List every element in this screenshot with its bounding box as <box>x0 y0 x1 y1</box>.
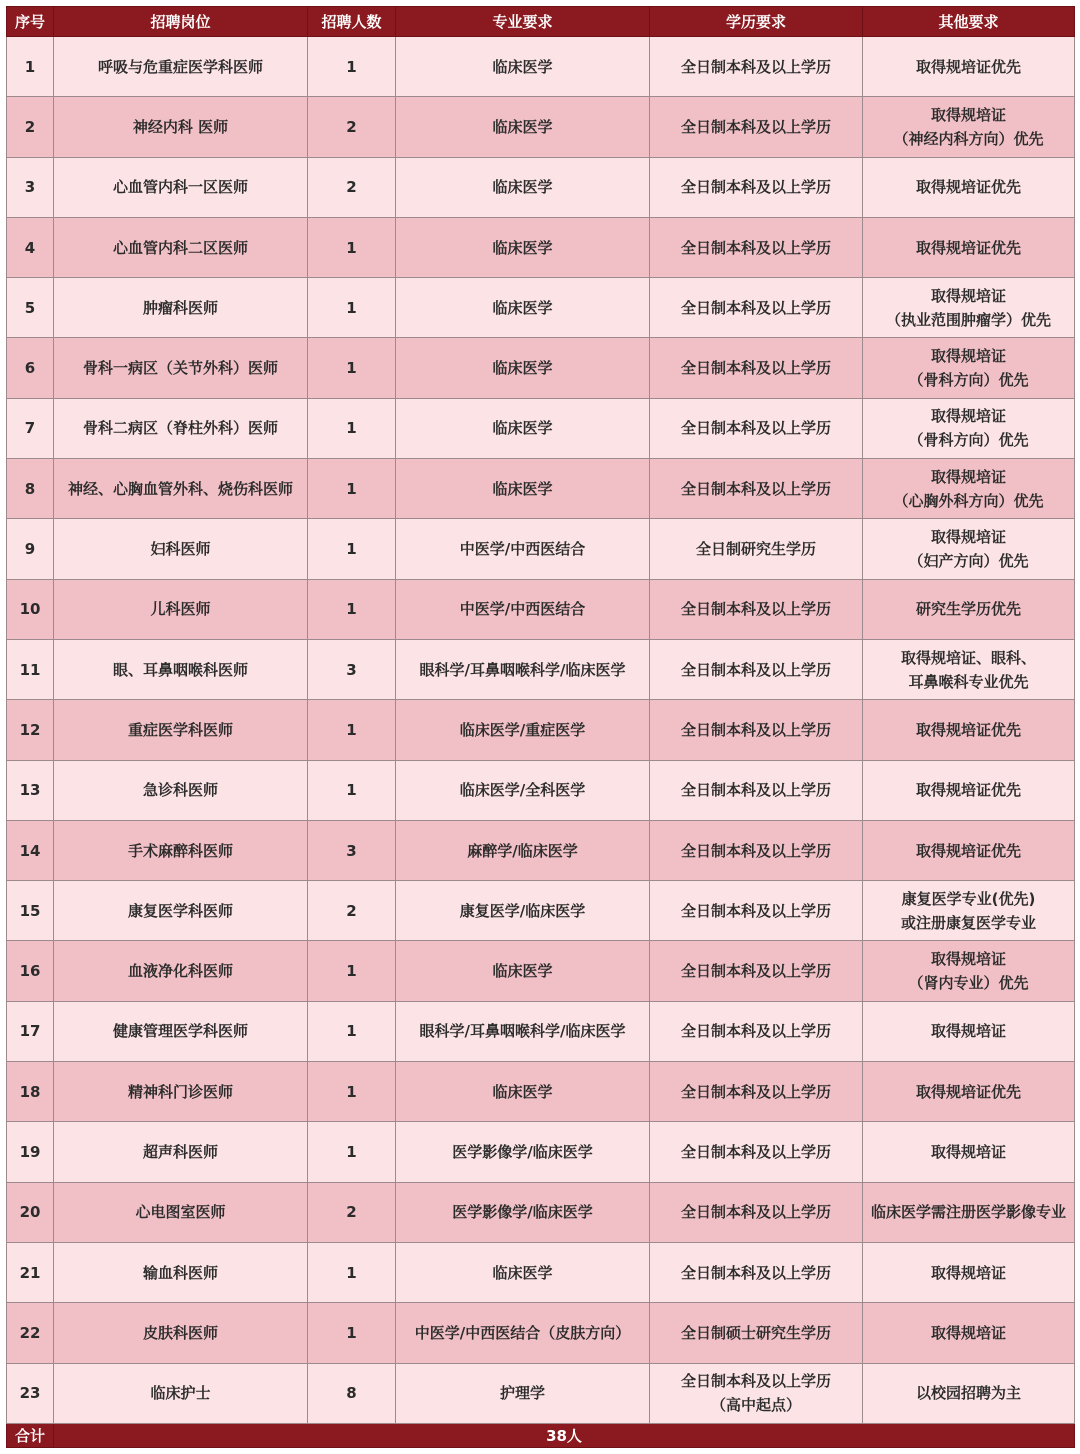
cell-education-line: 全日制本科及以上学历 <box>680 1082 831 1101</box>
cell-no: 18 <box>7 1062 54 1122</box>
cell-major: 医学影像学/临床医学 <box>396 1122 650 1182</box>
table-row <box>7 1062 1075 1122</box>
cell-education <box>650 820 863 880</box>
cell-count: 1 <box>308 700 396 760</box>
cell-post: 骨科一病区（关节外科）医师 <box>54 338 308 398</box>
table-row <box>7 398 1075 458</box>
cell-other <box>863 639 1075 699</box>
cell-count: 1 <box>308 941 396 1001</box>
cell-education-line: 全日制本科及以上学历 <box>680 178 831 197</box>
cell-education <box>650 1303 863 1363</box>
cell-post: 精神科门诊医师 <box>54 1062 308 1122</box>
cell-count: 1 <box>308 1242 396 1302</box>
cell-no: 20 <box>7 1182 54 1242</box>
cell-other-line: 耳鼻喉科专业优先 <box>908 672 1029 691</box>
cell-post: 心电图室医师 <box>54 1182 308 1242</box>
cell-education <box>650 97 863 157</box>
header-no: 序号 <box>7 7 54 37</box>
cell-other-line: 取得规培证 <box>930 950 1006 969</box>
cell-other-line: 研究生学历优先 <box>915 600 1021 619</box>
table-row <box>7 820 1075 880</box>
cell-major: 临床医学 <box>396 398 650 458</box>
cell-no: 21 <box>7 1242 54 1302</box>
table-row <box>7 700 1075 760</box>
cell-post: 康复医学科医师 <box>54 881 308 941</box>
cell-post: 输血科医师 <box>54 1242 308 1302</box>
cell-other-line: 取得规培证 <box>930 347 1006 366</box>
cell-education <box>650 459 863 519</box>
cell-education-line: 全日制本科及以上学历 <box>680 720 831 739</box>
cell-other-line: 取得规培证优先 <box>915 720 1021 739</box>
cell-education <box>650 278 863 338</box>
cell-no: 6 <box>7 338 54 398</box>
table-row <box>7 459 1075 519</box>
cell-no: 9 <box>7 519 54 579</box>
cell-other <box>863 37 1075 97</box>
cell-education-line: 全日制本科及以上学历 <box>680 1203 831 1222</box>
cell-education-line: 全日制本科及以上学历 <box>680 479 831 498</box>
cell-education-line: 全日制本科及以上学历 <box>680 298 831 317</box>
cell-education-line: 全日制本科及以上学历 <box>680 901 831 920</box>
cell-other <box>863 760 1075 820</box>
cell-no: 4 <box>7 217 54 277</box>
total-row <box>7 1423 1075 1447</box>
cell-count: 1 <box>308 760 396 820</box>
cell-count: 1 <box>308 398 396 458</box>
cell-count: 3 <box>308 639 396 699</box>
cell-education-line: 全日制本科及以上学历 <box>680 600 831 619</box>
cell-no: 16 <box>7 941 54 1001</box>
cell-other-line: 取得规培证 <box>930 467 1006 486</box>
cell-major: 临床医学 <box>396 278 650 338</box>
table-row <box>7 941 1075 1001</box>
cell-count: 1 <box>308 278 396 338</box>
cell-post: 皮肤科医师 <box>54 1303 308 1363</box>
total-label: 合计 <box>7 1423 54 1447</box>
cell-other-line: 取得规培证优先 <box>915 178 1021 197</box>
cell-post: 血液净化科医师 <box>54 941 308 1001</box>
cell-other-line: 取得规培证 <box>930 407 1006 426</box>
cell-post: 骨科二病区（脊柱外科）医师 <box>54 398 308 458</box>
table-row <box>7 1303 1075 1363</box>
cell-other <box>863 338 1075 398</box>
table-row <box>7 1182 1075 1242</box>
table-row <box>7 1001 1075 1061</box>
cell-other <box>863 217 1075 277</box>
table-row <box>7 881 1075 941</box>
cell-education <box>650 1001 863 1061</box>
cell-education-line: 全日制本科及以上学历 <box>680 1372 831 1391</box>
cell-major: 眼科学/耳鼻咽喉科学/临床医学 <box>396 639 650 699</box>
cell-other-line: 临床医学需注册医学影像专业 <box>870 1203 1066 1222</box>
cell-other-line: 取得规培证 <box>930 1323 1006 1342</box>
header-count: 招聘人数 <box>308 7 396 37</box>
table-row <box>7 217 1075 277</box>
cell-count: 3 <box>308 820 396 880</box>
cell-post: 临床护士 <box>54 1363 308 1423</box>
cell-education-line: 全日制本科及以上学历 <box>680 57 831 76</box>
cell-count: 1 <box>308 1062 396 1122</box>
cell-major: 临床医学/重症医学 <box>396 700 650 760</box>
cell-education <box>650 700 863 760</box>
cell-education <box>650 217 863 277</box>
cell-no: 8 <box>7 459 54 519</box>
total-value: 38人 <box>54 1423 1075 1447</box>
cell-post: 神经内科 医师 <box>54 97 308 157</box>
header-major: 专业要求 <box>396 7 650 37</box>
cell-no: 17 <box>7 1001 54 1061</box>
cell-education <box>650 1122 863 1182</box>
table-row <box>7 157 1075 217</box>
cell-no: 14 <box>7 820 54 880</box>
cell-post: 儿科医师 <box>54 579 308 639</box>
recruitment-table-container <box>6 6 1074 1448</box>
cell-education-line: （高中起点） <box>710 1396 801 1415</box>
cell-education-line: 全日制本科及以上学历 <box>680 660 831 679</box>
table-row <box>7 760 1075 820</box>
cell-education-line: 全日制研究生学历 <box>695 540 816 559</box>
cell-count: 8 <box>308 1363 396 1423</box>
cell-other-line: 取得规培证优先 <box>915 238 1021 257</box>
table-row <box>7 97 1075 157</box>
cell-major: 麻醉学/临床医学 <box>396 820 650 880</box>
cell-education-line: 全日制本科及以上学历 <box>680 841 831 860</box>
cell-count: 2 <box>308 881 396 941</box>
cell-count: 1 <box>308 459 396 519</box>
cell-post: 呼吸与危重症医学科医师 <box>54 37 308 97</box>
table-row <box>7 37 1075 97</box>
cell-other <box>863 820 1075 880</box>
table-row <box>7 338 1075 398</box>
cell-major: 临床医学 <box>396 338 650 398</box>
cell-other-line: 取得规培证优先 <box>915 1082 1021 1101</box>
cell-major: 临床医学/全科医学 <box>396 760 650 820</box>
cell-education <box>650 157 863 217</box>
cell-major: 中医学/中西医结合 <box>396 519 650 579</box>
cell-education-line: 全日制本科及以上学历 <box>680 1263 831 1282</box>
cell-education <box>650 1062 863 1122</box>
cell-education <box>650 941 863 1001</box>
cell-other <box>863 157 1075 217</box>
cell-other-line: （骨科方向）优先 <box>908 431 1029 450</box>
cell-no: 7 <box>7 398 54 458</box>
cell-other-line: （神经内科方向）优先 <box>893 129 1044 148</box>
cell-major: 临床医学 <box>396 941 650 1001</box>
cell-other-line: （骨科方向）优先 <box>908 371 1029 390</box>
cell-major: 眼科学/耳鼻咽喉科学/临床医学 <box>396 1001 650 1061</box>
cell-education <box>650 579 863 639</box>
cell-no: 13 <box>7 760 54 820</box>
cell-no: 15 <box>7 881 54 941</box>
table-row <box>7 1363 1075 1423</box>
cell-count: 2 <box>308 97 396 157</box>
cell-no: 1 <box>7 37 54 97</box>
cell-other-line: 或注册康复医学专业 <box>900 913 1036 932</box>
cell-education <box>650 398 863 458</box>
cell-post: 心血管内科二区医师 <box>54 217 308 277</box>
cell-other-line: 取得规培证 <box>930 105 1006 124</box>
cell-major: 康复医学/临床医学 <box>396 881 650 941</box>
cell-count: 1 <box>308 579 396 639</box>
cell-education <box>650 1182 863 1242</box>
cell-education <box>650 760 863 820</box>
cell-other-line: 取得规培证优先 <box>915 781 1021 800</box>
cell-other-line: 取得规培证 <box>930 286 1006 305</box>
cell-education <box>650 338 863 398</box>
cell-major: 中医学/中西医结合（皮肤方向） <box>396 1303 650 1363</box>
cell-major: 临床医学 <box>396 157 650 217</box>
cell-education-line: 全日制本科及以上学历 <box>680 1022 831 1041</box>
header-row <box>7 7 1075 37</box>
cell-education <box>650 37 863 97</box>
cell-major: 临床医学 <box>396 459 650 519</box>
cell-other-line: 康复医学专业(优先) <box>901 889 1036 908</box>
cell-count: 1 <box>308 338 396 398</box>
cell-no: 10 <box>7 579 54 639</box>
cell-major: 医学影像学/临床医学 <box>396 1182 650 1242</box>
cell-education-line: 全日制本科及以上学历 <box>680 962 831 981</box>
cell-major: 护理学 <box>396 1363 650 1423</box>
recruitment-table <box>6 6 1075 1448</box>
cell-other-line: （执业范围肿瘤学）优先 <box>885 310 1051 329</box>
cell-count: 2 <box>308 157 396 217</box>
cell-major: 临床医学 <box>396 217 650 277</box>
table-row <box>7 278 1075 338</box>
cell-no: 12 <box>7 700 54 760</box>
cell-post: 急诊科医师 <box>54 760 308 820</box>
cell-post: 神经、心胸血管外科、烧伤科医师 <box>54 459 308 519</box>
cell-education <box>650 639 863 699</box>
cell-other-line: 以校园招聘为主 <box>915 1384 1021 1403</box>
cell-other <box>863 459 1075 519</box>
table-header <box>7 7 1075 37</box>
cell-other-line: 取得规培证、眼科、 <box>900 648 1036 667</box>
cell-other-line: 取得规培证优先 <box>915 57 1021 76</box>
cell-other-line: 取得规培证 <box>930 1263 1006 1282</box>
cell-count: 1 <box>308 1122 396 1182</box>
table-footer <box>7 1423 1075 1447</box>
cell-other <box>863 278 1075 338</box>
cell-education <box>650 1363 863 1423</box>
cell-other <box>863 1182 1075 1242</box>
cell-other <box>863 97 1075 157</box>
table-row <box>7 1242 1075 1302</box>
cell-other-line: （妇产方向）优先 <box>908 552 1029 571</box>
cell-post: 心血管内科一区医师 <box>54 157 308 217</box>
cell-education-line: 全日制本科及以上学历 <box>680 419 831 438</box>
cell-post: 肿瘤科医师 <box>54 278 308 338</box>
cell-education <box>650 519 863 579</box>
cell-other <box>863 881 1075 941</box>
cell-major: 临床医学 <box>396 1242 650 1302</box>
table-row <box>7 1122 1075 1182</box>
cell-count: 2 <box>308 1182 396 1242</box>
cell-other <box>863 519 1075 579</box>
cell-no: 11 <box>7 639 54 699</box>
cell-major: 临床医学 <box>396 97 650 157</box>
cell-education-line: 全日制本科及以上学历 <box>680 238 831 257</box>
cell-other-line: 取得规培证 <box>930 1022 1006 1041</box>
table-row <box>7 519 1075 579</box>
cell-other <box>863 1242 1075 1302</box>
cell-no: 2 <box>7 97 54 157</box>
cell-count: 1 <box>308 1001 396 1061</box>
cell-count: 1 <box>308 519 396 579</box>
cell-other-line: 取得规培证 <box>930 528 1006 547</box>
cell-post: 健康管理医学科医师 <box>54 1001 308 1061</box>
cell-no: 3 <box>7 157 54 217</box>
cell-education-line: 全日制本科及以上学历 <box>680 359 831 378</box>
cell-major: 中医学/中西医结合 <box>396 579 650 639</box>
cell-other <box>863 941 1075 1001</box>
cell-education-line: 全日制本科及以上学历 <box>680 117 831 136</box>
cell-major: 临床医学 <box>396 1062 650 1122</box>
cell-education-line: 全日制硕士研究生学历 <box>680 1323 831 1342</box>
cell-other <box>863 1062 1075 1122</box>
cell-other-line: （肾内专业）优先 <box>908 974 1029 993</box>
cell-other-line: 取得规培证优先 <box>915 841 1021 860</box>
cell-other <box>863 398 1075 458</box>
cell-other <box>863 579 1075 639</box>
cell-other-line: 取得规培证 <box>930 1142 1006 1161</box>
cell-post: 妇科医师 <box>54 519 308 579</box>
cell-post: 眼、耳鼻咽喉科医师 <box>54 639 308 699</box>
cell-count: 1 <box>308 217 396 277</box>
cell-count: 1 <box>308 37 396 97</box>
cell-post: 超声科医师 <box>54 1122 308 1182</box>
cell-education-line: 全日制本科及以上学历 <box>680 1142 831 1161</box>
cell-no: 22 <box>7 1303 54 1363</box>
table-body <box>7 37 1075 1424</box>
cell-education <box>650 1242 863 1302</box>
header-post: 招聘岗位 <box>54 7 308 37</box>
cell-other <box>863 700 1075 760</box>
cell-education <box>650 881 863 941</box>
cell-count: 1 <box>308 1303 396 1363</box>
header-education: 学历要求 <box>650 7 863 37</box>
table-row <box>7 579 1075 639</box>
cell-no: 19 <box>7 1122 54 1182</box>
cell-other <box>863 1001 1075 1061</box>
cell-post: 重症医学科医师 <box>54 700 308 760</box>
cell-other <box>863 1122 1075 1182</box>
table-row <box>7 639 1075 699</box>
header-other: 其他要求 <box>863 7 1075 37</box>
cell-other <box>863 1303 1075 1363</box>
cell-other-line: （心胸外科方向）优先 <box>893 491 1044 510</box>
cell-education-line: 全日制本科及以上学历 <box>680 781 831 800</box>
cell-no: 23 <box>7 1363 54 1423</box>
cell-major: 临床医学 <box>396 37 650 97</box>
cell-post: 手术麻醉科医师 <box>54 820 308 880</box>
cell-no: 5 <box>7 278 54 338</box>
cell-other <box>863 1363 1075 1423</box>
